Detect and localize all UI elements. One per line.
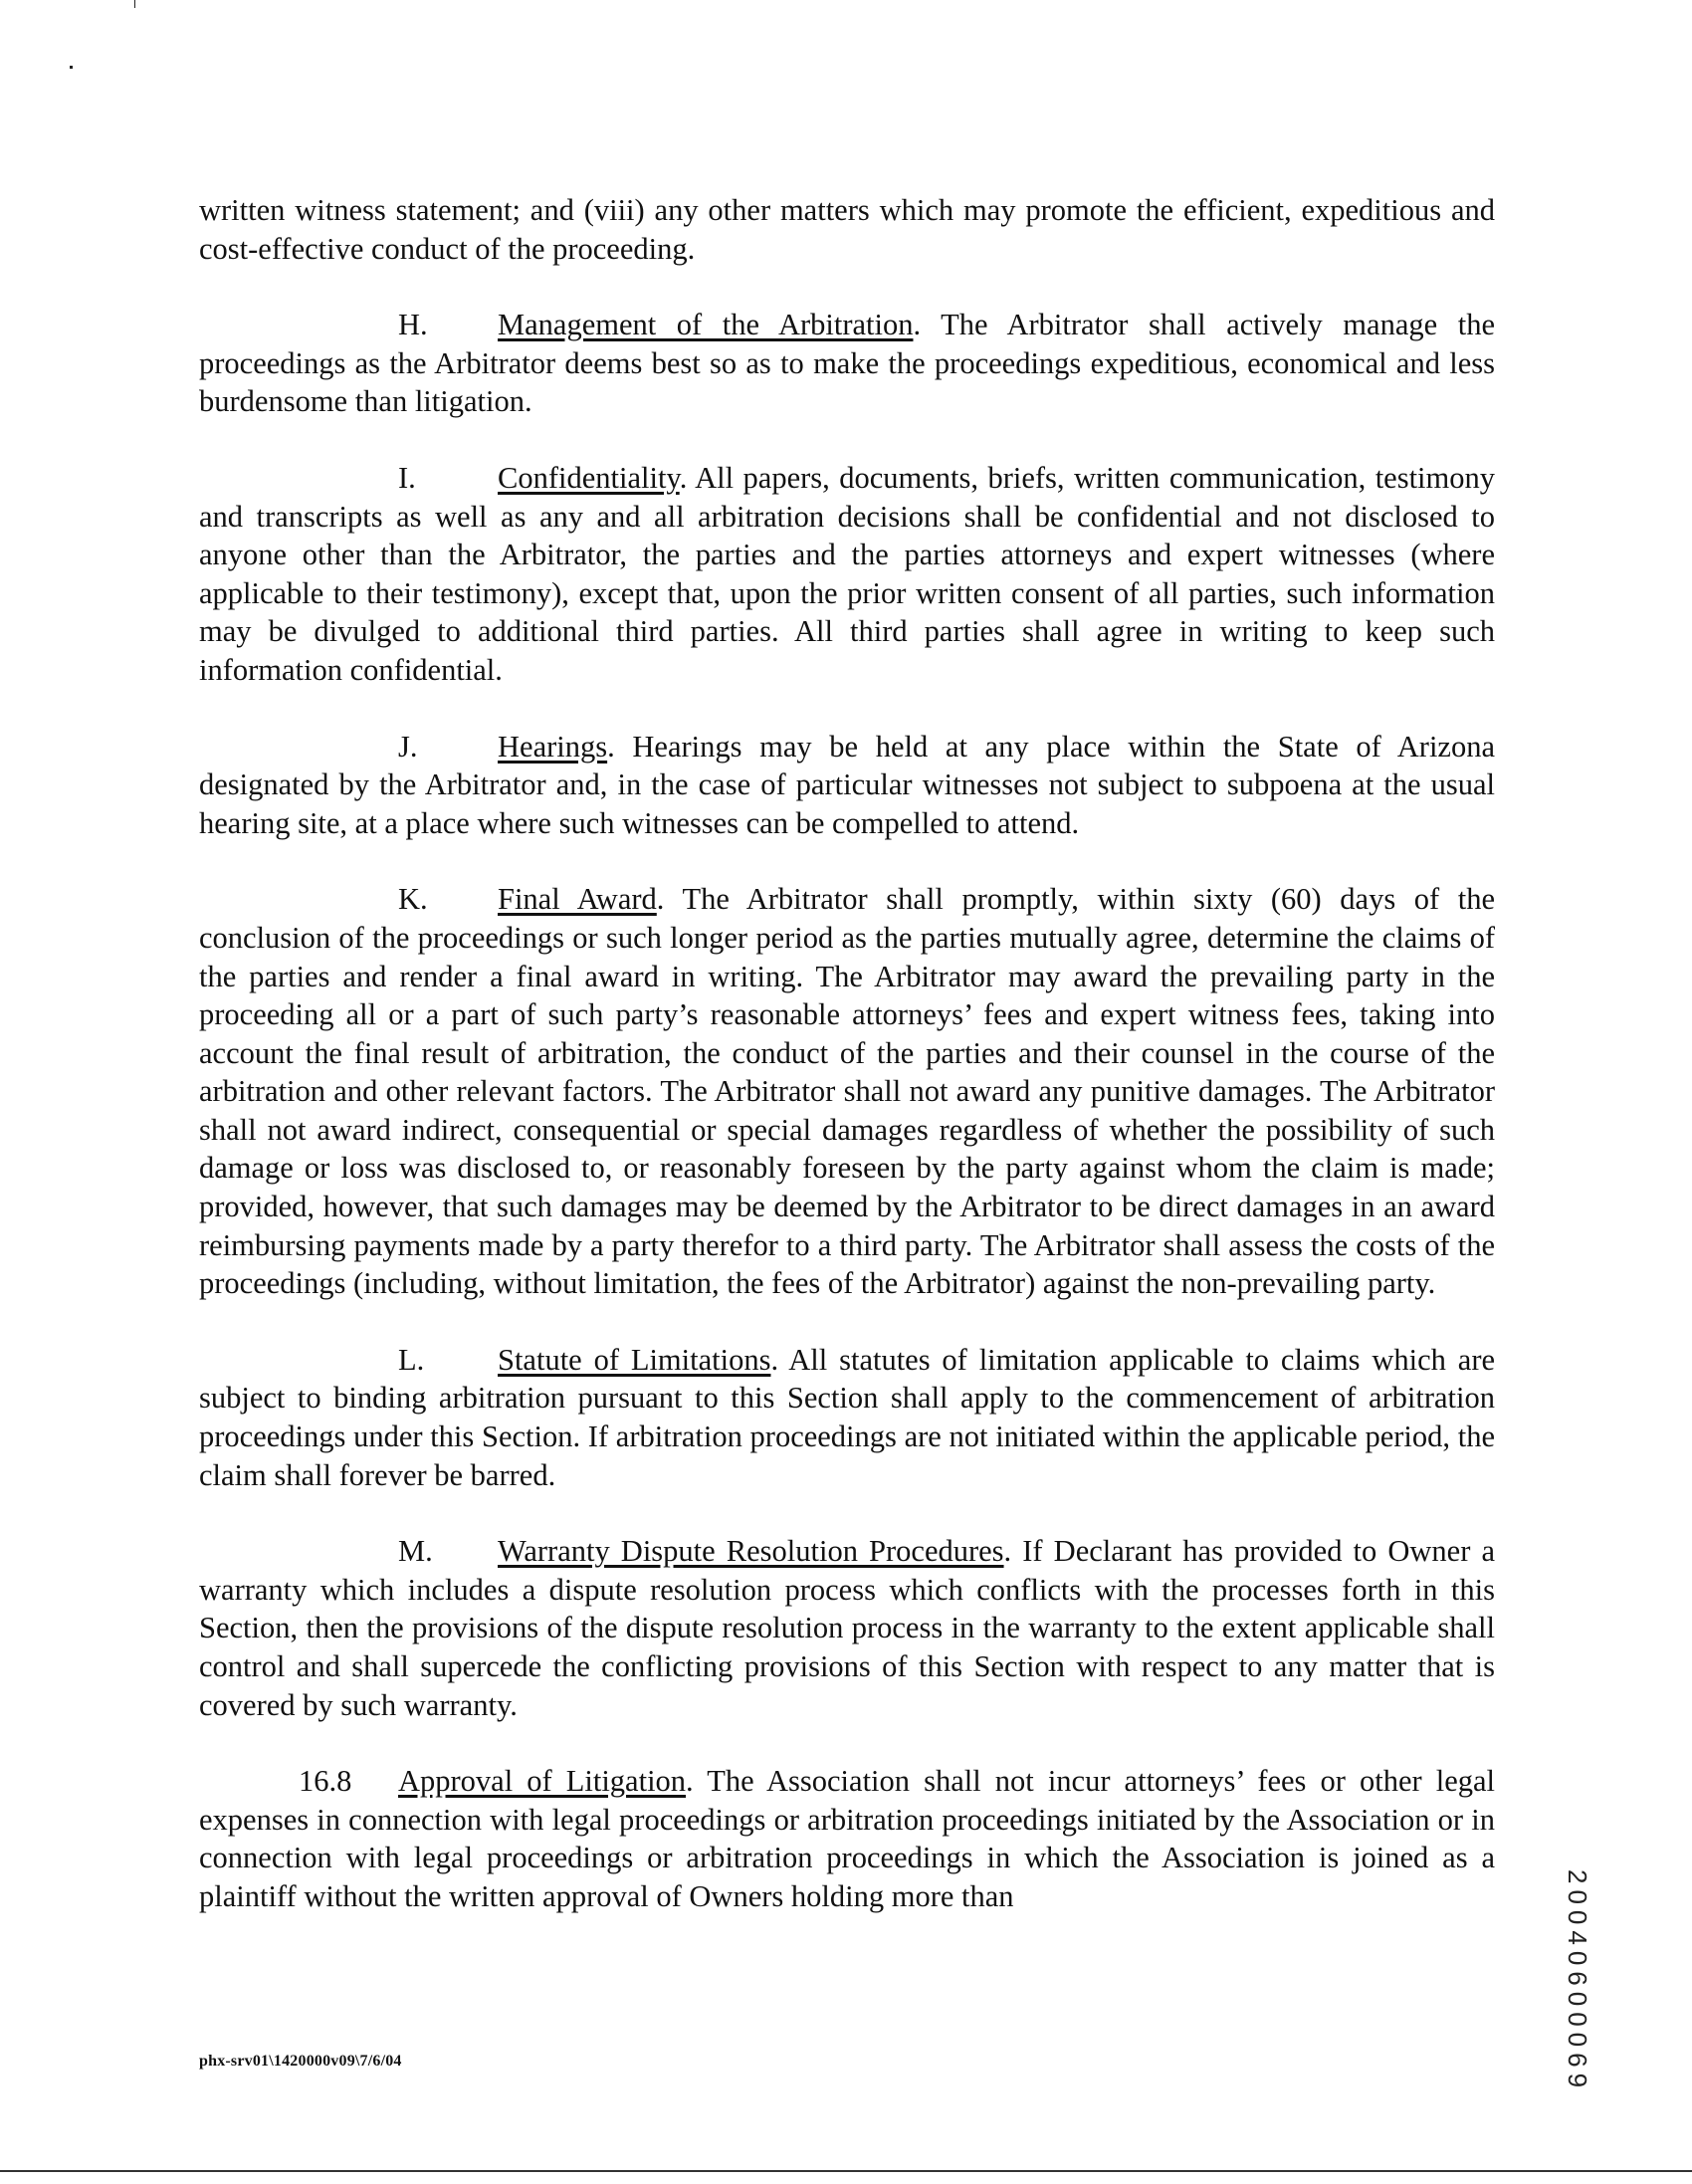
section-l [199, 1341, 1495, 1494]
paragraph-text: written witness statement; and (viii) any other matters which may promote the efficient, expeditious and cost-effective conduct of the proceeding. [199, 193, 1495, 266]
section-heading: Hearings [498, 729, 608, 764]
section-h [199, 306, 1495, 421]
document-footer: phx-srv01\1420000v09\7/6/04 [199, 2053, 402, 2070]
section-text: . All statutes of limitation applicable to claims which are subject to binding arbitration pursuant to this Section shall apply to the commencement of arbitration proceedings under this Section. If arbitration proceedings are not initiated within the applicable period, the claim shall forever be barred. [199, 1342, 1496, 1492]
bates-number: 20040600069 [1563, 1869, 1592, 2094]
section-text: . Hearings may be held at any place within the State of Arizona designated by the Arbitrator and, in the case of particular witnesses not subject to subpoena at the usual hearing site, at a place where such witnesses can be compelled to attend. [199, 729, 1495, 840]
document-body [199, 191, 1495, 1954]
section-heading: Approval of Litigation [398, 1764, 687, 1799]
section-text: . All papers, documents, briefs, written communication, testimony and transcripts as well as any and all arbitration decisions shall be confidential and not disclosed to anyone other than the Arbitrator, the parties and the parties attorneys and expert witnesses (where applicable to their testimony), except that, upon the prior written consent of all parties, such information may be divulged to additional third parties. All third parties shall agree in writing to keep such information confidential. [199, 460, 1495, 687]
scan-bottom-edge [0, 2170, 1692, 2172]
paragraph-continuation [199, 191, 1495, 268]
section-heading: Statute of Limitations [498, 1342, 771, 1377]
scan-edge-mark [134, 0, 135, 8]
scan-speck [70, 66, 73, 69]
section-text: . The Association shall not incur attorneys’ fees or other legal expenses in connection with legal proceedings or arbitration proceedings initiated by the Association or in connection with legal proceedings or arbitration proceedings in which the Association is joined as a plaintiff without the written approval of Owners holding more than [199, 1764, 1495, 1913]
section-heading: Confidentiality [498, 460, 680, 495]
section-label: K. [398, 882, 428, 917]
section-label: I. [398, 460, 416, 495]
section-label: L. [398, 1342, 425, 1377]
section-i [199, 459, 1495, 690]
section-text: . The Arbitrator shall actively manage the proceedings as the Arbitrator deems best so as to make the proceedings expeditious, economical and less burdensome than litigation. [199, 308, 1495, 419]
section-k [199, 880, 1495, 1303]
section-j [199, 728, 1495, 843]
section-heading: Management of the Arbitration [498, 308, 914, 342]
section-heading: Final Award [498, 882, 657, 917]
section-heading: Warranty Dispute Resolution Procedures [498, 1534, 1004, 1569]
section-label: M. [398, 1534, 433, 1569]
section-16-8 [199, 1762, 1495, 1915]
section-label: J. [398, 729, 418, 764]
section-m [199, 1532, 1495, 1724]
section-label: H. [398, 308, 428, 342]
section-text: . The Arbitrator shall promptly, within sixty (60) days of the conclusion of the proceedings or such longer period as the parties mutually agree, determine the claims of the parties and render a final award in writing. The Arbitrator may award the prevailing party in the proceeding all or a part of such party’s reasonable attorneys’ fees and expert witness fees, taking into account the final result of arbitration, the conduct of the parties and their counsel in the course of the arbitration and other relevant factors. The Arbitrator shall not award any punitive damages. The Arbitrator shall not award indirect, consequential or special damages regardless of whether the possibility of such damage or loss was disclosed to, or reasonably foreseen by the party against whom the claim is made; provided, however, that such damages may be deemed by the Arbitrator to be direct damages in an award reimbursing payments made by a party therefor to a third party. The Arbitrator shall assess the costs of the proceedings (including, without limitation, the fees of the Arbitrator) against the non-prevailing party. [199, 882, 1496, 1301]
section-label: 16.8 [299, 1764, 352, 1799]
section-text: . If Declarant has provided to Owner a warranty which includes a dispute resolution process which conflicts with the processes forth in this Section, then the provisions of the dispute resolution process in the warranty to the extent applicable shall control and shall supercede the conflicting provisions of this Section with respect to any matter that is covered by such warranty. [199, 1534, 1495, 1722]
